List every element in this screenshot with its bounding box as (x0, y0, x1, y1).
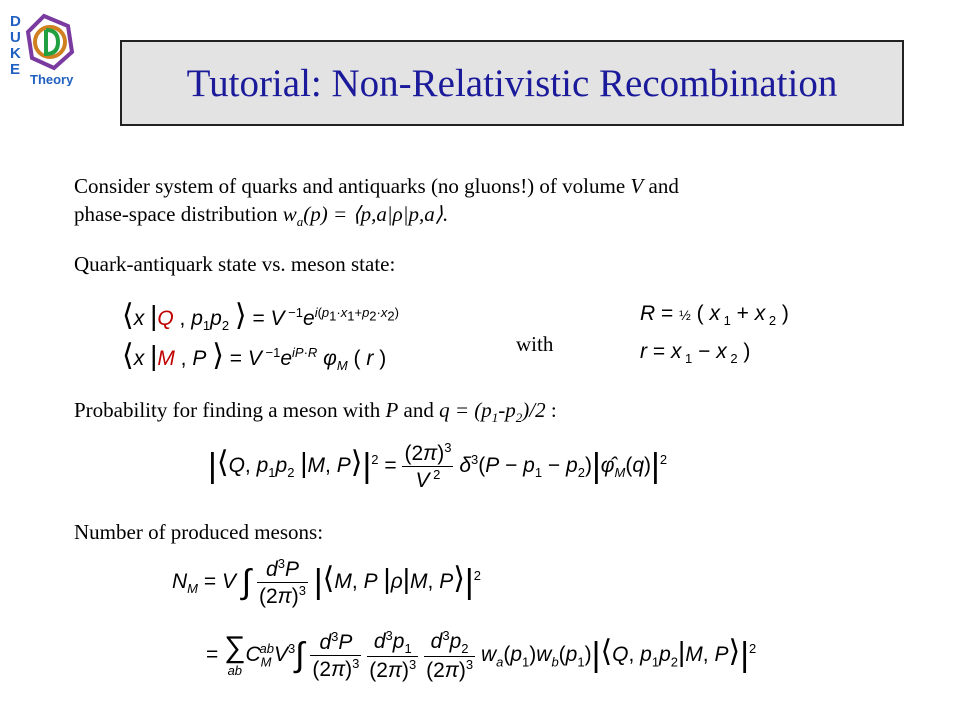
title-box (120, 40, 904, 126)
equation-quark-state: ⟨x |Q , $p_1p_2$ ⟩ = V $^{-1}e^{i(p_1\cdot x_1+p_2\cdot x_2)}$ (122, 299, 399, 334)
equation-number-mesons: $N_M = V$ ∫ $\frac{d^3P}{(2\pi)^3}$ |⟨M, P |ρ|M, $P⟩|^2$ (172, 556, 481, 608)
logo-letter-u: U (10, 29, 21, 46)
logo-letter-k: K (10, 45, 21, 62)
logo-subtitle: Theory (30, 72, 74, 86)
paragraph-system: Consider system of quarks and antiquarks (no gluons!) of volume V and phase-space distribution $w_a(p)$ = ⟨p,a|ρ|p,a⟩. (74, 174, 679, 230)
equation-meson-state: ⟨x |M , P ⟩ = V $^{-1}e^{iP\cdot R}$ $\varphi_M$ ( r ) (122, 339, 387, 374)
duke-theory-logo (8, 8, 86, 86)
with-label: with (516, 332, 554, 356)
logo-letter-d: D (10, 13, 21, 30)
equation-center-of-mass: R = ½ ( x $_1$ + x $_2$ ) (640, 302, 789, 329)
equation-probability: |⟨Q, $p_1p_2$ |M, $P⟩|^2$ = $\frac{(2\pi)^3}{V ^2}$ $\delta^3(P - p_1$ − $p_2)|\varphî_M(q)|^2$ (208, 440, 668, 492)
equation-number-mesons-expanded: = ∑ ab $C_M^{ab}V^3\int$ $\frac{d^3P}{(2\pi)^3}$ $\frac{d^3p_1}{(2\pi)^3}$ $\frac{d^3p_2}{(2\pi)^3}$ $w_a(p_1)w_b(p_1)|⟨Q$, $p_1p_2|M$, $P⟩|^2$ (206, 628, 757, 683)
paragraph-probability: Probability for finding a meson with P and $q = (p_1-p_2)/2$ : (74, 398, 557, 426)
paragraph-number-mesons: Number of produced mesons: (74, 520, 324, 544)
paragraph-states: Quark-antiquark state vs. meson state: (74, 252, 396, 276)
equation-relative-coordinate: r = x $_1$ − x $_2$ ) (640, 340, 751, 367)
logo-letter-e: E (10, 61, 21, 78)
page-title: Tutorial: Non-Relativistic Recombination (186, 61, 838, 105)
